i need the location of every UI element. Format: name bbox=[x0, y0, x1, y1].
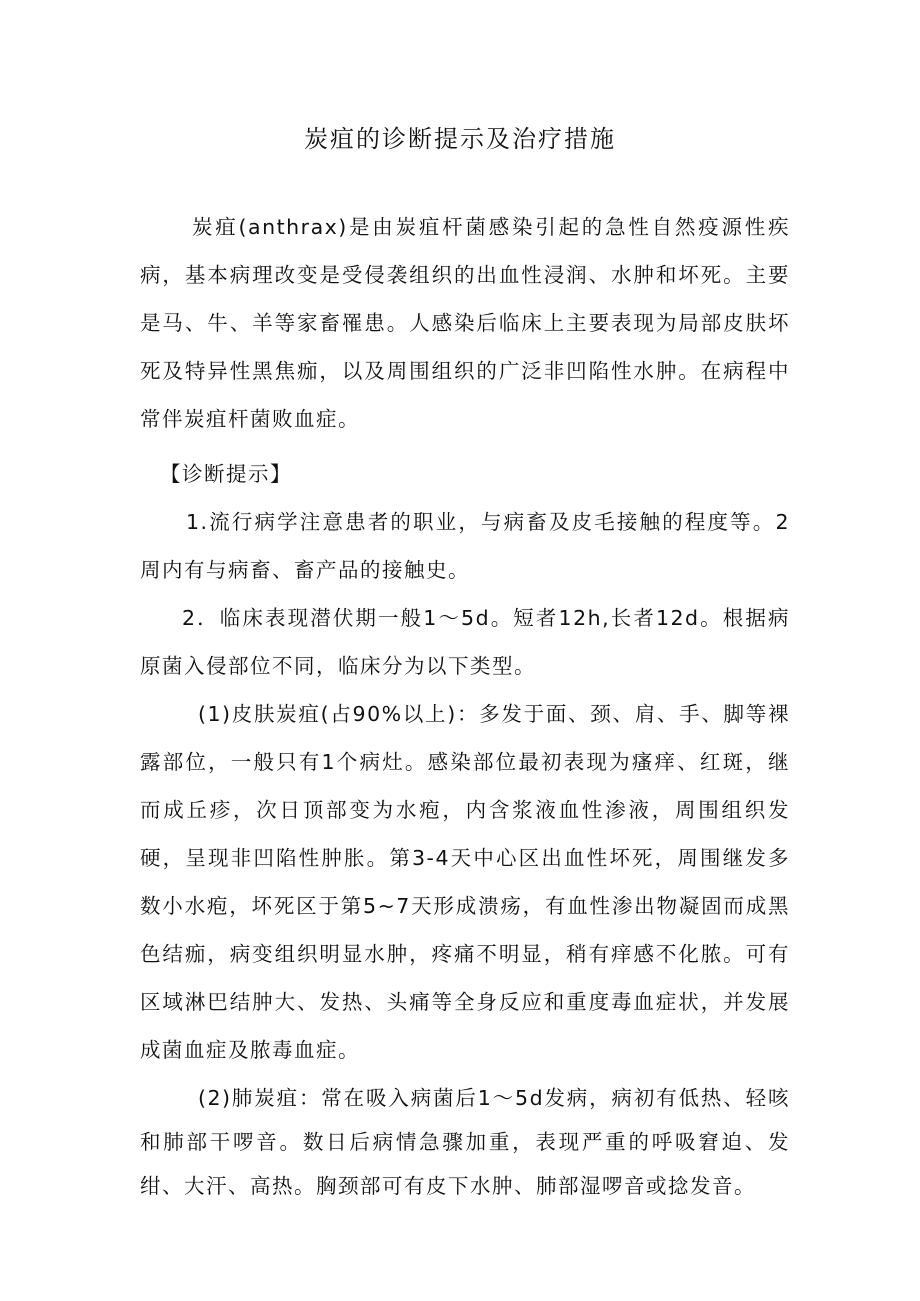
page-title: 炭疽的诊断提示及治疗措施 bbox=[304, 125, 616, 153]
paragraph-pulmonary: (2)肺炭疽：常在吸入病菌后1～5d发病，病初有低热、轻咳和肺部干啰音。数日后病情急骤加重，表现严重的呼吸窘迫、发绀、大汗、高热。胸颈部可有皮下水肿、肺部湿啰音或捻发音。 bbox=[140, 1086, 790, 1198]
paragraph-intro: 炭疽(anthrax)是由炭疽杆菌感染引起的急性自然疫源性疾病，基本病理改变是受侵袭组织的出血性浸润、水肿和坏死。主要是马、牛、羊等家畜罹患。人感染后临床上主要表现为局部皮肤坏死及特异性黑焦痂，以及周围组织的广泛非凹陷性水肿。在病程中常伴炭疽杆菌败血症。 bbox=[140, 215, 790, 431]
paragraph-cutaneous: (1)皮肤炭疽(占90%以上)：多发于面、颈、肩、手、脚等裸露部位，一般只有1个病灶。感染部位最初表现为瘙痒、红斑，继而成丘疹，次日顶部变为水疱，内含浆液血性渗液，周围组织发硬，呈现非凹陷性肿胀。第3-4天中心区出血性坏死，周围继发多数小水疱，坏死区于第5~7天形成溃疡，有血性渗出物凝固而成黑色结痂，病变组织明显水肿，疼痛不明显，稍有痒感不化脓。可有区域淋巴结肿大、发热、头痛等全身反应和重度毒血症状，并发展成菌血症及脓毒血症。 bbox=[140, 702, 790, 1062]
section-heading-diagnosis: 【诊断提示】 bbox=[160, 462, 292, 486]
paragraph-clinical: 2．临床表现潜伏期一般1～5d。短者12h,长者12d。根据病原菌入侵部位不同，临床分为以下类型。 bbox=[140, 606, 790, 678]
paragraph-epidemiology: 1.流行病学注意患者的职业，与病畜及皮毛接触的程度等。2周内有与病畜、畜产品的接触史。 bbox=[140, 510, 790, 582]
